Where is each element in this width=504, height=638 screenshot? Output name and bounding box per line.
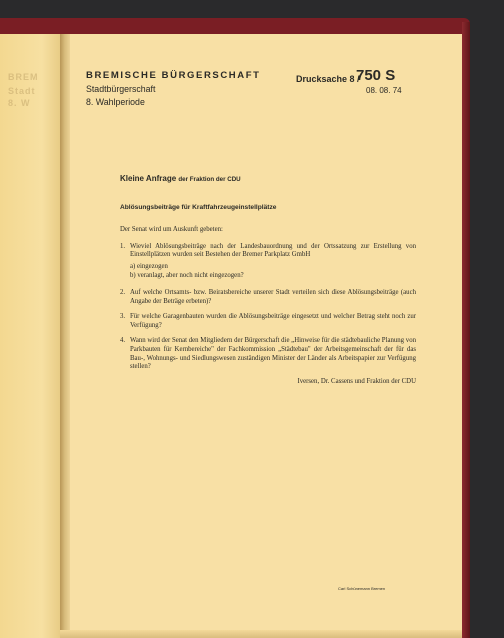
- question-number: 4.: [120, 337, 126, 345]
- page-stack-edge: [60, 630, 462, 638]
- question-item: [120, 243, 416, 282]
- question-number: 3.: [120, 313, 126, 321]
- drucksache-number: 750 S: [356, 67, 396, 84]
- org-name: BREMISCHE BÜRGERSCHAFT: [86, 70, 261, 81]
- document-date: 08. 08. 74: [366, 86, 402, 95]
- question-text: Für welche Garagenbauten wurden die Ablösungsbeiträge eingesetzt und welcher Betrag steht noch zur Verfügung?: [130, 313, 416, 329]
- left-page: [0, 34, 60, 638]
- legislative-period: 8. Wahlperiode: [86, 97, 145, 107]
- printer-imprint: Carl Schünemann Bremen: [338, 586, 386, 591]
- document-subject: Ablösungsbeiträge für Kraftfahrzeugeinstellplätze: [120, 204, 277, 211]
- binder-edge: [462, 22, 470, 638]
- question-text: Wieviel Ablösungsbeiträge nach der Landesbauordnung und der Ortssatzung zur Erstellung von Einstellplätzen wurden seit Bestehen der Bremer Parkplatz GmbH: [130, 242, 416, 259]
- question-number: 2.: [120, 288, 126, 296]
- bleed-through-text: Stadt: [8, 86, 36, 96]
- subitem: a) eingezogen: [130, 262, 168, 270]
- org-subtitle: Stadtbürgerschaft: [86, 84, 156, 94]
- document-type-label: Kleine Anfrage: [120, 174, 177, 183]
- question-item: [120, 289, 416, 306]
- document-type: [120, 174, 241, 183]
- subitem: b) veranlagt, aber noch nicht eingezogen?: [130, 272, 244, 280]
- document-body: [120, 226, 416, 379]
- question-subitems: [130, 263, 416, 281]
- signature: Iversen, Dr. Cassens und Fraktion der CDU: [297, 378, 416, 385]
- question-item: [120, 337, 416, 371]
- question-number: 1.: [120, 242, 126, 250]
- document-type-suffix: der Fraktion der CDU: [178, 176, 241, 183]
- drucksache-label: Drucksache 8 /: [296, 74, 360, 84]
- question-text: Wann wird der Senat den Mitgliedern der Bürgerschaft die „Hinweise für die städtebauliche Planung von Parkbauten für Kernbereiche" der Fachkommission „Städtebau" der Arbeitsgemeinschaft der für das Bau-, Wohnungs- und Siedlungswesen zuständigen Minister der Länder als Arbeitspapier zur Verfügung stellen?: [130, 337, 416, 371]
- question-text: Auf welche Ortsamts- bzw. Beiratsbereiche unserer Stadt verteilen sich diese Ablösungsbeiträge (auch Angabe der Beträge erbeten)?: [130, 288, 416, 305]
- intro-text: Der Senat wird um Auskunft gebeten:: [120, 226, 223, 233]
- bleed-through-text: 8. W: [8, 98, 31, 108]
- bleed-through-text: BREM: [8, 72, 39, 82]
- question-item: [120, 313, 416, 330]
- document-page: [70, 34, 462, 638]
